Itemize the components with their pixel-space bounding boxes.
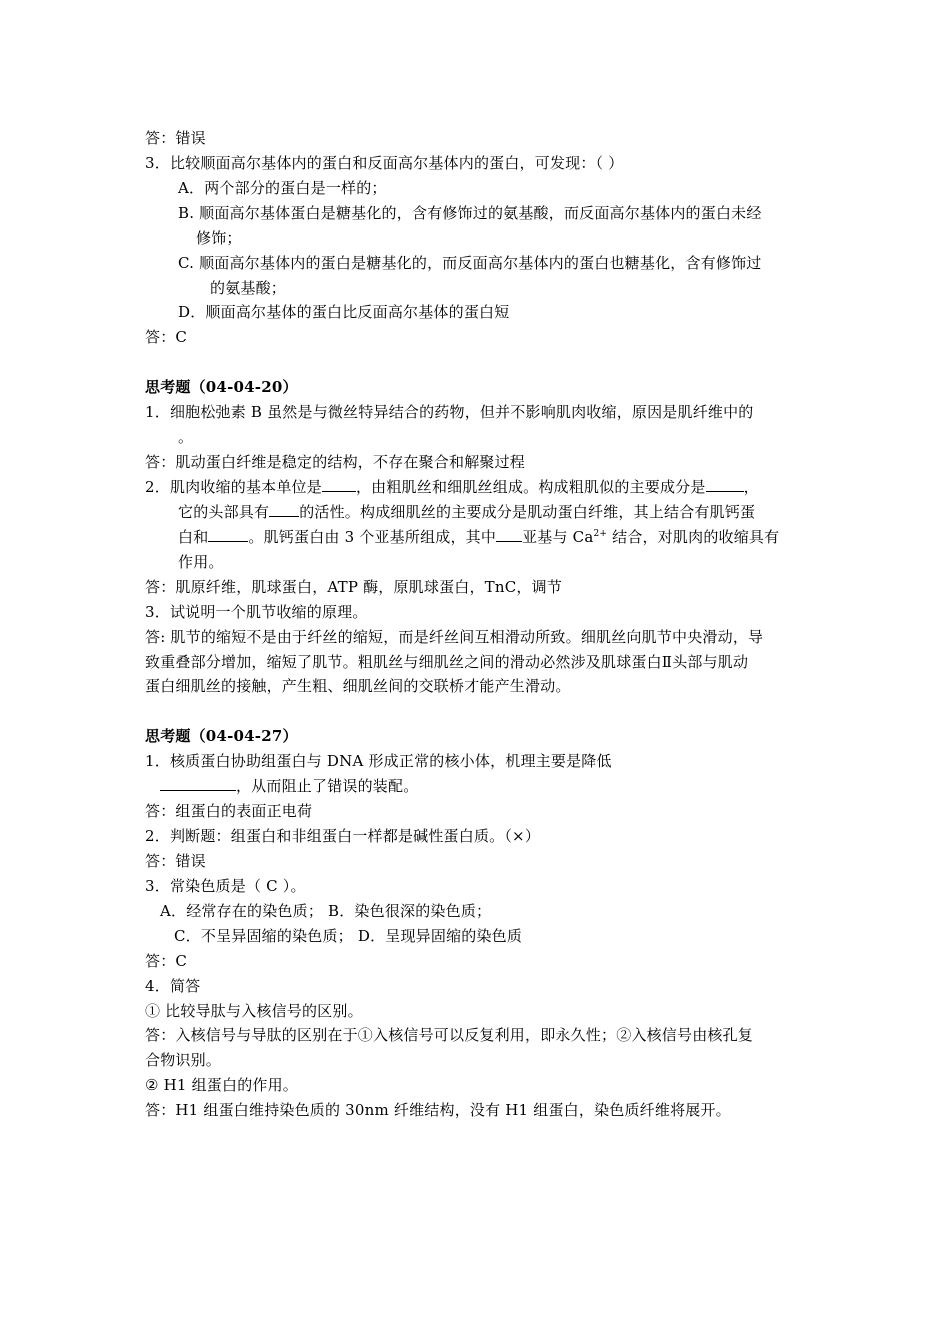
blank-line (322, 477, 356, 492)
sub-question-line: ② H1 组蛋白的作用。 (145, 1076, 299, 1094)
fill-blank-question (145, 477, 759, 497)
text-segment: 。肌钙蛋白由 3 个亚基所组成，其中 (248, 528, 497, 546)
answer-line: 答：肌动蛋白纤维是稳定的结构，不存在聚合和解聚过程 (145, 453, 526, 471)
text-segment: 2．肌肉收缩的基本单位是 (145, 478, 322, 496)
question-line: 3．试说明一个肌节收缩的原理。 (145, 603, 368, 621)
question-line: 1．细胞松弛素 B 虽然是与微丝特异结合的药物，但并不影响肌肉收缩，原因是肌纤维中的 (145, 403, 754, 421)
answer-line-continued: 蛋白细肌丝的接触，产生粗、细肌丝间的交联桥才能产生滑动。 (145, 677, 571, 695)
option-c-continued: 的氨基酸； (210, 279, 287, 297)
answer-line: 答：入核信号与导肽的区别在于①入核信号可以反复利用，即永久性；②入核信号由核孔复 (145, 1026, 754, 1044)
fill-blank-continued (178, 502, 755, 522)
option-b-continued: 修饰； (196, 229, 242, 247)
text-segment: 它的头部具有 (178, 503, 270, 521)
answer-line: 答：肌原纤维，肌球蛋白，ATP 酶，原肌球蛋白，TnC，调节 (145, 578, 563, 596)
text-segment: ，由粗肌丝和细肌丝组成。构成粗肌似的主要成分是 (355, 478, 706, 496)
question-line: 3．常染色质是（ C ）。 (145, 877, 306, 895)
sub-question-line: ① 比较导肽与入核信号的区别。 (145, 1002, 363, 1020)
text-segment: 亚基与 Ca (522, 528, 594, 546)
answer-line: 答: 肌节的缩短不是由于纤丝的缩短，而是纤丝间互相滑动所致。细肌丝向肌节中央滑动，导 (145, 628, 764, 646)
section-heading: 思考题（04-04-27） (145, 727, 298, 745)
answer-line: 答：错误 (145, 129, 206, 147)
answer-line: 答：组蛋白的表面正电荷 (145, 802, 313, 820)
superscript: 2+ (593, 529, 608, 539)
option-b: B. 顺面高尔基体蛋白是糖基化的，含有修饰过的氨基酸，而反面高尔基体内的蛋白未经 (178, 204, 762, 222)
fill-blank-continued: 作用。 (178, 553, 224, 571)
option-row: A．经常存在的染色质； B．染色很深的染色质； (160, 902, 492, 920)
text-segment: 的活性。构成细肌丝的主要成分是肌动蛋白纤维，其上结合有肌钙蛋 (299, 503, 756, 521)
option-c: C. 顺面高尔基体内的蛋白是糖基化的，而反面高尔基体内的蛋白也糖基化，含有修饰过 (178, 254, 762, 272)
answer-line: 答：H1 组蛋白维持染色质的 30nm 纤维结构，没有 H1 组蛋白，染色质纤维将展开。 (145, 1101, 731, 1119)
text-segment: ，从而阻止了错误的装配。 (236, 777, 419, 795)
text-segment: 结合，对肌肉的收缩具有 (607, 528, 780, 546)
question-line: 2．判断题：组蛋白和非组蛋白一样都是碱性蛋白质。（×） (145, 827, 541, 845)
blank-line (496, 527, 522, 542)
answer-line: 答：C (145, 328, 188, 346)
answer-line: 答：C (145, 952, 188, 970)
text-segment: ， (743, 478, 759, 496)
text-segment: 白和 (178, 528, 209, 546)
option-d: D．顺面高尔基体的蛋白比反面高尔基体的蛋白短 (178, 303, 510, 321)
section-heading: 思考题（04-04-20） (145, 378, 298, 396)
question-line-continued: 。 (178, 428, 194, 446)
answer-line-continued: 合物识别。 (145, 1051, 222, 1069)
question-line: 3．比较顺面高尔基体内的蛋白和反面高尔基体内的蛋白，可发现：（ ） (145, 154, 624, 172)
option-row: C．不呈异固缩的染色质； D．呈现异固缩的染色质 (174, 927, 523, 945)
option-a: A．两个部分的蛋白是一样的； (178, 179, 387, 197)
blank-line (160, 776, 236, 791)
fill-blank-continued (178, 527, 779, 547)
blank-line (706, 477, 744, 492)
answer-line: 答：错误 (145, 852, 206, 870)
blank-line (269, 502, 299, 517)
fill-blank-continued (160, 776, 418, 796)
blank-line (208, 527, 248, 542)
question-line: 1．核质蛋白协助组蛋白与 DNA 形成正常的核小体，机理主要是降低 (145, 752, 612, 770)
answer-line-continued: 致重叠部分增加，缩短了肌节。粗肌丝与细肌丝之间的滑动必然涉及肌球蛋白Ⅱ头部与肌动 (145, 653, 749, 671)
question-line: 4．简答 (145, 977, 201, 995)
